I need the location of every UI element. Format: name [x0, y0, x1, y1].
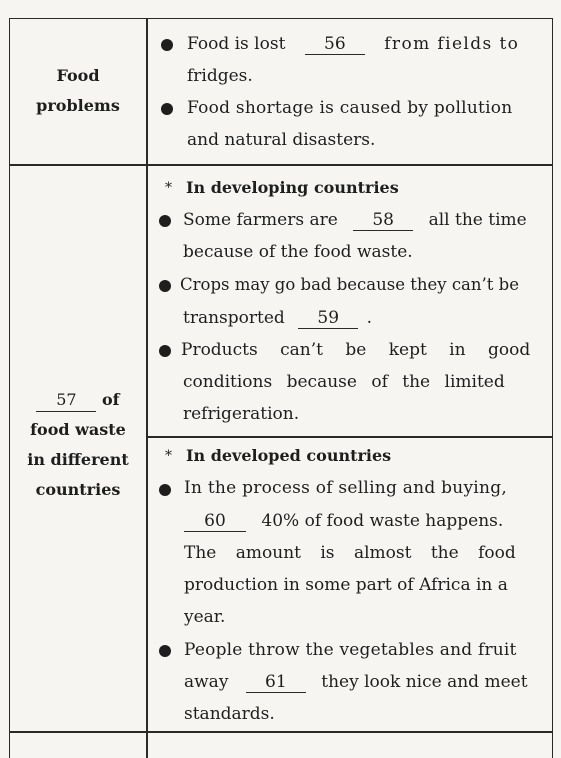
asterisk-icon: * — [165, 180, 172, 196]
bullet-icon — [159, 280, 171, 292]
bullet-icon — [159, 215, 171, 227]
label-line: Food — [56, 66, 100, 85]
text-segment: Food is lost — [187, 34, 286, 54]
bullet-icon — [161, 103, 173, 115]
asterisk-icon: * — [165, 448, 172, 464]
heading-developed: In developed countries — [186, 446, 392, 465]
row-divider — [9, 164, 553, 166]
text-line: Food shortage is caused by pollution — [187, 98, 513, 118]
blank-61[interactable]: 61 — [246, 672, 306, 693]
blank-58[interactable]: 58 — [353, 210, 413, 231]
text-segment: transported — [183, 308, 285, 328]
text-line: year. — [184, 607, 226, 627]
blank-60[interactable]: 60 — [184, 511, 246, 532]
label-line: countries — [35, 480, 121, 499]
text-line — [184, 511, 503, 532]
label-line: problems — [36, 96, 120, 115]
text-line: fridges. — [187, 66, 253, 86]
text-line — [183, 210, 527, 231]
label-line — [10, 385, 146, 415]
text-segment: they look nice and meet — [321, 672, 528, 692]
text-line: conditions because of the limited — [183, 372, 505, 392]
text-line — [183, 308, 372, 329]
blank-57[interactable]: 57 — [36, 389, 96, 412]
text-segment: from fields to — [384, 34, 520, 54]
label-line: food waste — [30, 420, 126, 439]
blank-59[interactable]: 59 — [298, 308, 358, 329]
bullet-icon — [159, 484, 171, 496]
row-divider — [9, 731, 553, 733]
text-segment: 40% of food waste happens. — [261, 511, 504, 531]
text-segment: Some farmers are — [183, 210, 338, 230]
text-line: and natural disasters. — [187, 130, 376, 150]
text-line — [187, 34, 519, 55]
label-food-problems — [10, 61, 146, 121]
column-divider — [146, 18, 148, 758]
bullet-icon — [159, 645, 171, 657]
text-segment: . — [366, 308, 373, 328]
text-line: In the process of selling and buying, — [184, 478, 507, 498]
text-line: production in some part of Africa in a — [184, 575, 508, 595]
text-line: because of the food waste. — [183, 242, 413, 262]
text-line: refrigeration. — [183, 404, 300, 424]
text-segment: away — [184, 672, 229, 692]
bullet-icon — [161, 39, 173, 51]
heading-developing: In developing countries — [186, 178, 399, 197]
subrow-divider — [146, 436, 553, 438]
label-line: in different — [27, 450, 129, 469]
text-line: The amount is almost the food — [184, 543, 516, 563]
text-line: Products can’t be kept in good — [181, 340, 531, 360]
text-segment: all the time — [428, 210, 527, 230]
bullet-icon — [159, 345, 171, 357]
label-food-waste — [10, 385, 146, 505]
blank-56[interactable]: 56 — [305, 34, 365, 55]
text-line — [184, 672, 528, 693]
text-line: Crops may go bad because they can’t be — [180, 275, 519, 294]
text-line: standards. — [184, 704, 275, 724]
text-line: People throw the vegetables and fruit — [184, 640, 517, 660]
label-of: of — [102, 390, 120, 409]
